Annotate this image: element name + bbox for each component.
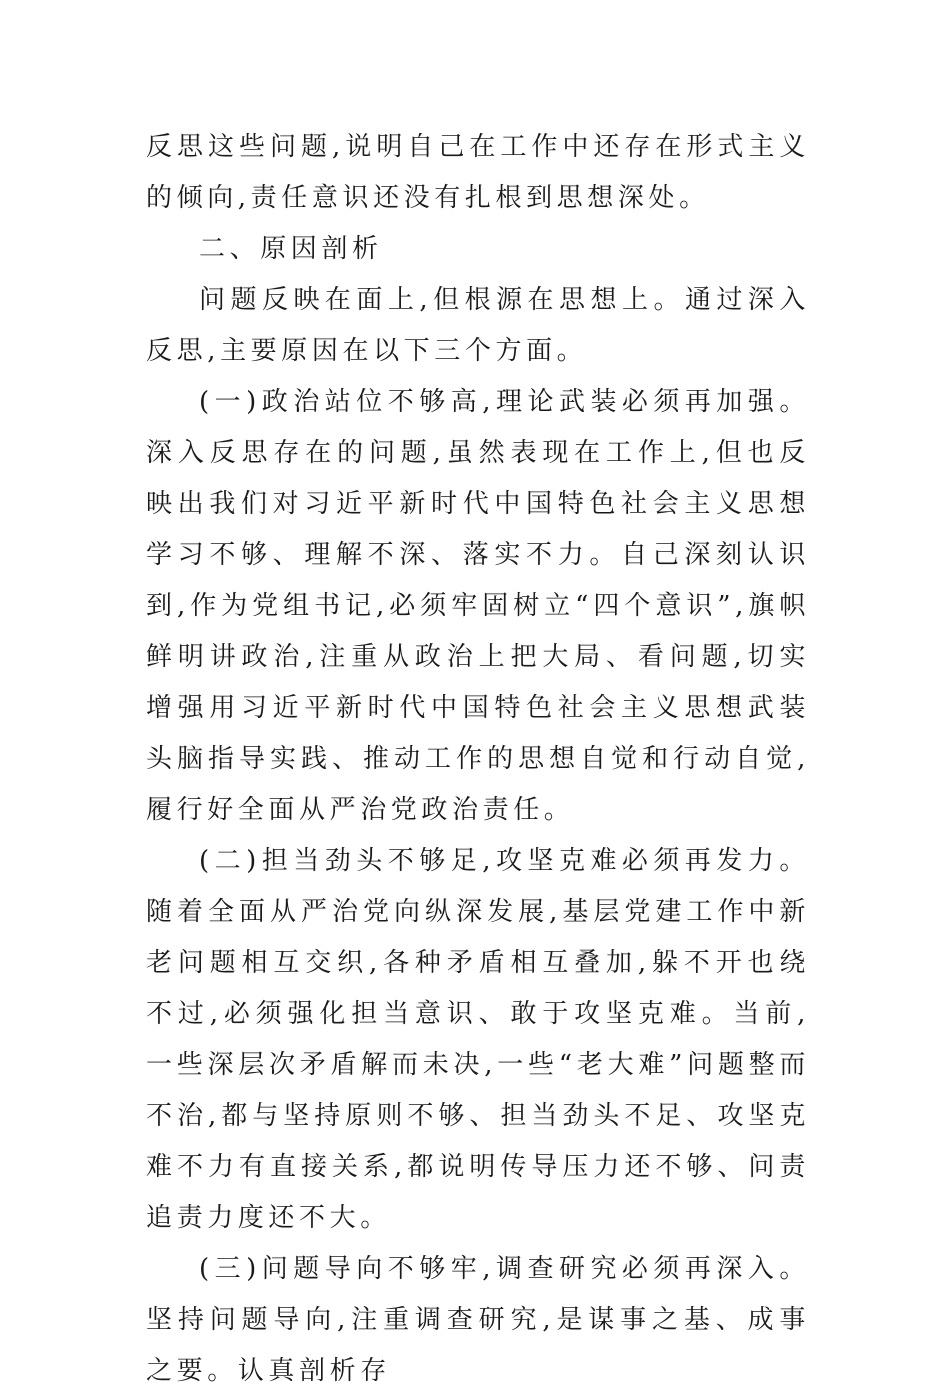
paragraph-cause-political-standing: (一)政治站位不够高,理论武装必须再加强。深入反思存在的问题,虽然表现在工作上,但也反映出我们对习近平新时代中国特色社会主义思想学习不够、理解不深、落实不力。自己深刻认识到,作为党组书记,必须牢固树立“四个意识”,旗帜鲜明讲政治,注重从政治上把大局、看问题,切实增强用习近平新时代中国特色社会主义思想武装头脑指导实践、推动工作的思想自觉和行动自觉,履行好全面从严治党政治责任。 — [146, 387, 810, 825]
document-body — [146, 122, 810, 1397]
paragraph-cause-intro: 问题反映在面上,但根源在思想上。通过深入反思,主要原因在以下三个方面。 — [146, 285, 810, 366]
paragraph-reflection-conclusion: 反思这些问题,说明自己在工作中还存在形式主义的倾向,责任意识还没有扎根到思想深处。 — [146, 132, 810, 213]
paragraph-cause-responsibility: (二)担当劲头不够足,攻坚克难必须再发力。随着全面从严治党向纵深发展,基层党建工作中新老问题相互交织,各种矛盾相互叠加,躲不开也绕不过,必须强化担当意识、敢于攻坚克难。当前,一些深层次矛盾解而未决,一些“老大难”问题整而不治,都与坚持原则不够、担当劲头不足、攻坚克难不力有直接关系,都说明传导压力还不够、问责追责力度还不大。 — [146, 846, 810, 1233]
section-heading-cause-analysis: 二、原因剖析 — [199, 234, 383, 264]
paragraph-cause-problem-orientation: (三)问题导向不够牢,调查研究必须再深入。坚持问题导向,注重调查研究,是谋事之基、成事之要。认真剖析存 — [146, 1254, 810, 1386]
